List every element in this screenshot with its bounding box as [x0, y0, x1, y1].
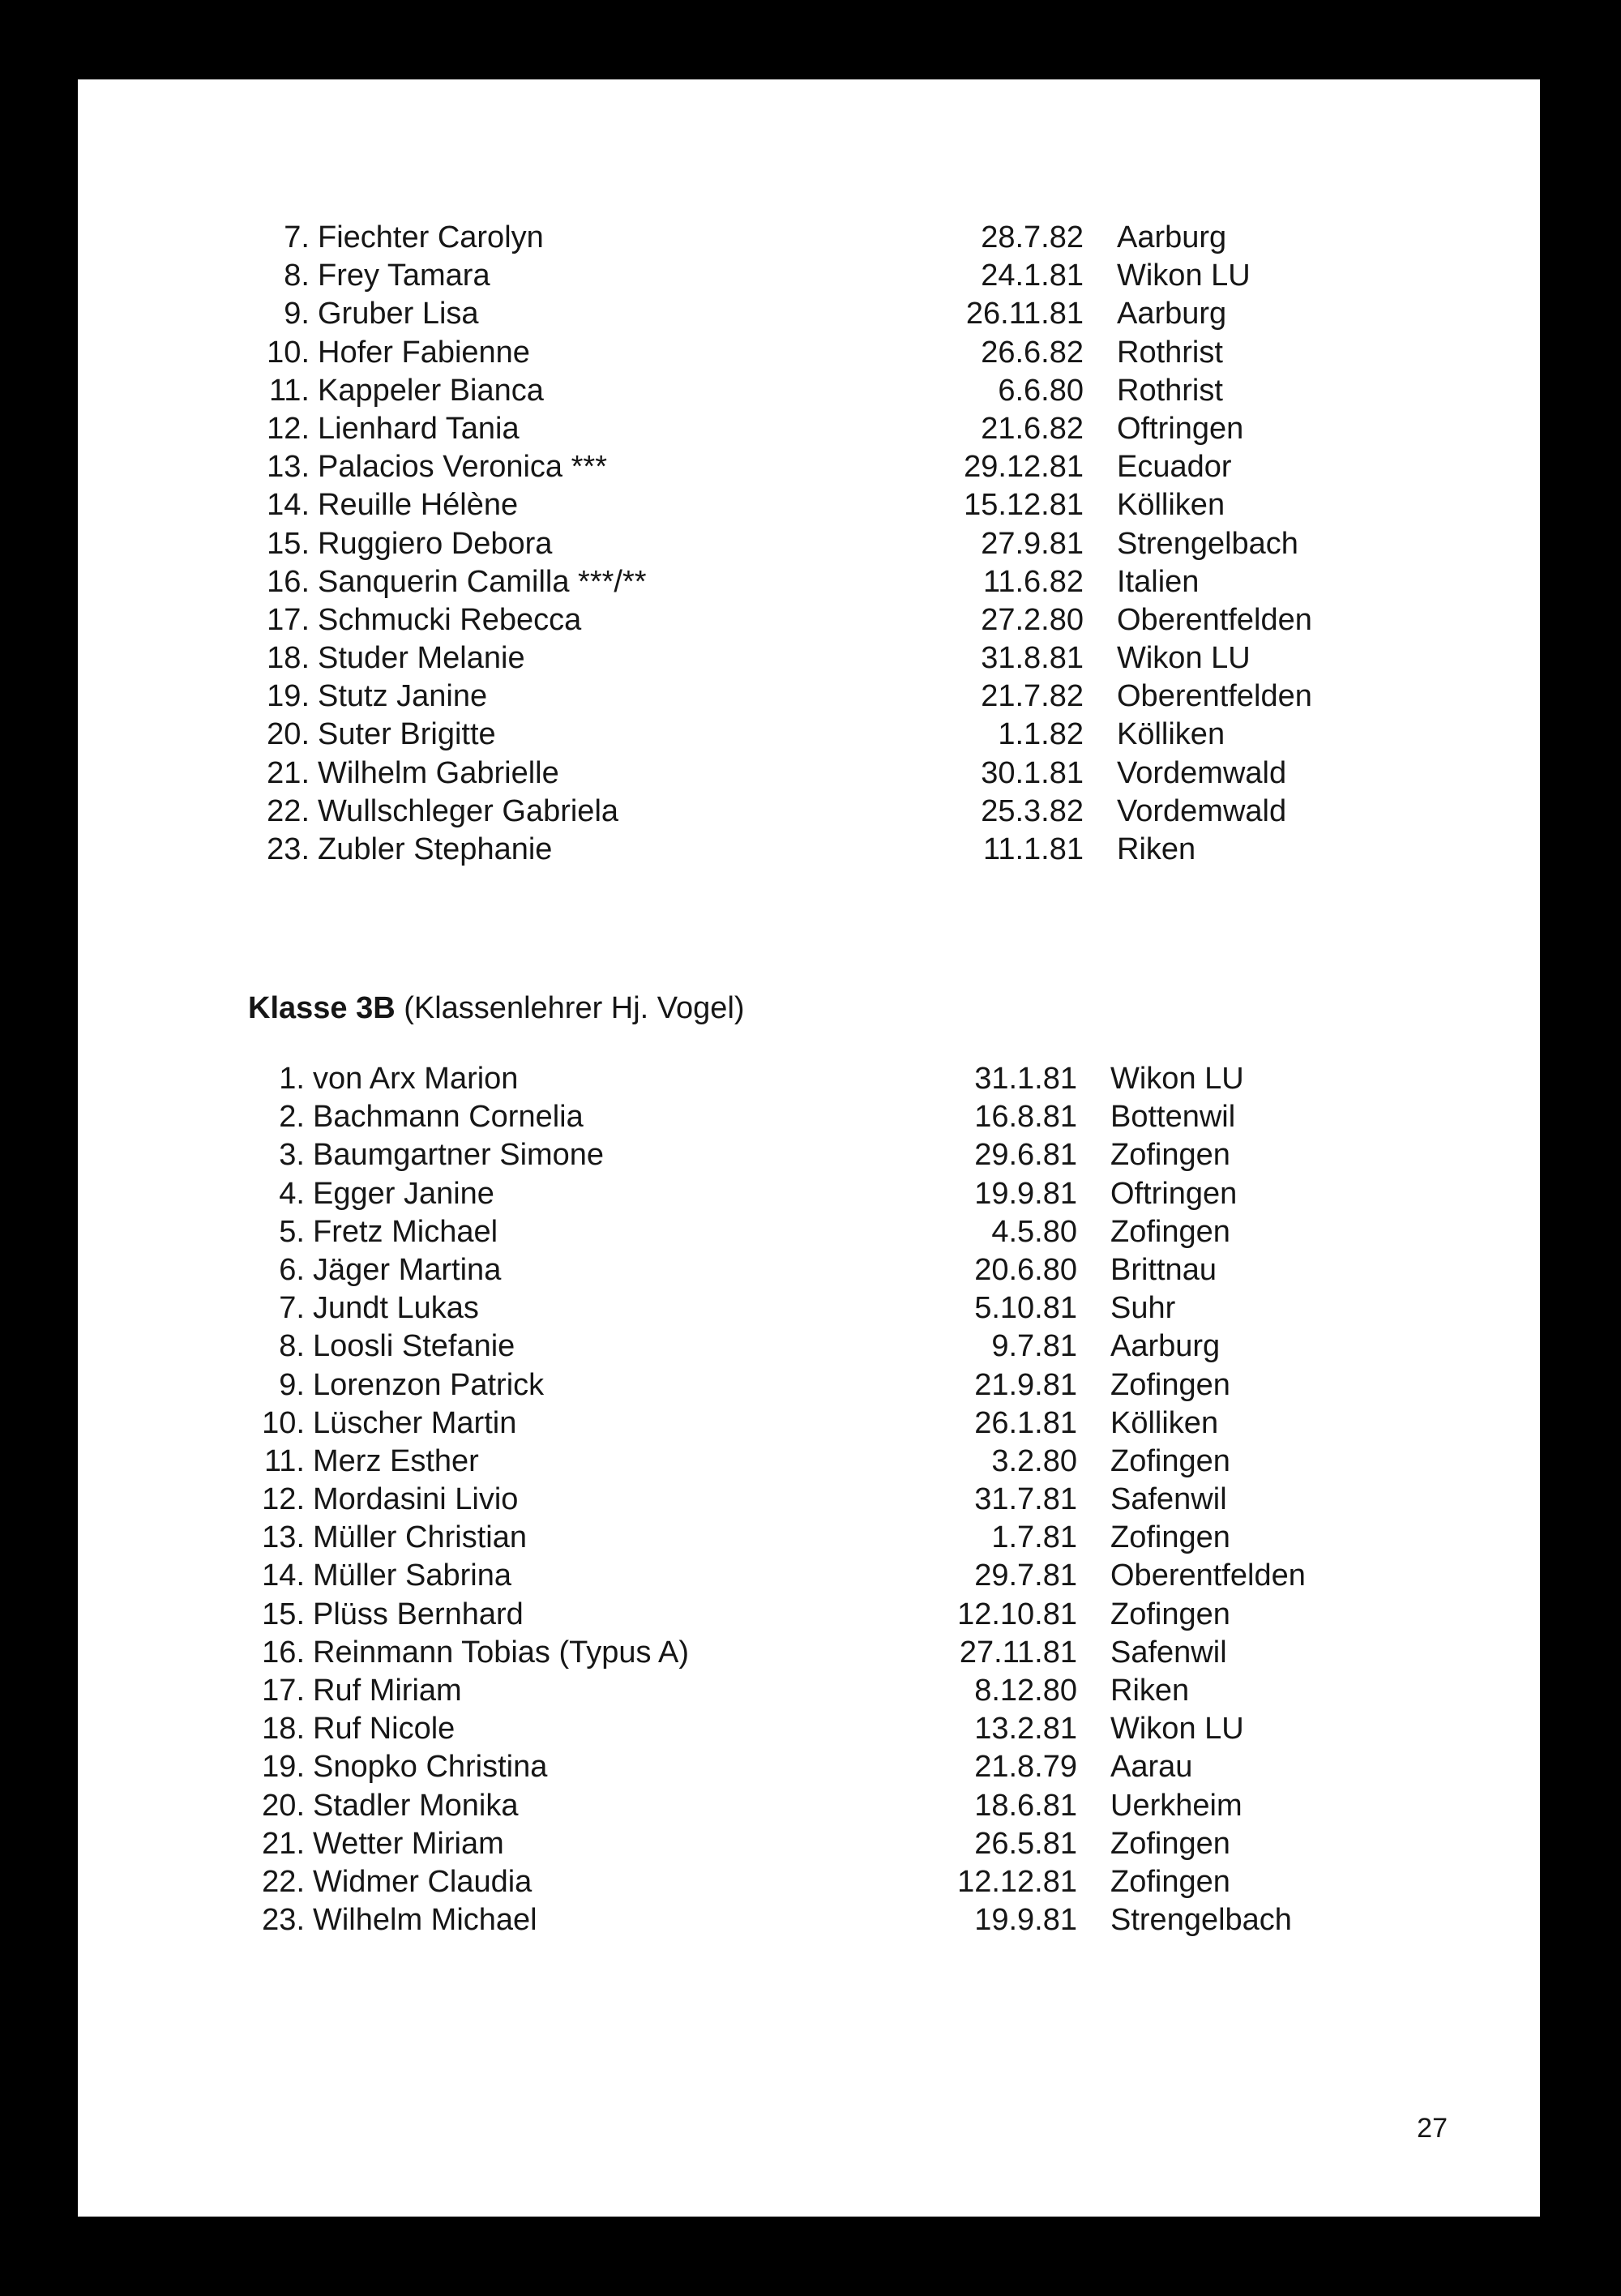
student-name: Ruggiero Debora — [318, 526, 553, 561]
row-number: 15. — [267, 526, 310, 561]
list-item — [78, 1060, 1540, 1098]
list-item — [78, 410, 1540, 448]
birth-date: 11.1.81 — [983, 832, 1084, 866]
birth-date: 21.9.81 — [974, 1367, 1077, 1402]
birth-date: 3.2.80 — [991, 1443, 1077, 1478]
home-town: Bottenwil — [1110, 1100, 1236, 1135]
birth-date: 13.2.81 — [974, 1712, 1077, 1747]
row-number: 14. — [262, 1558, 305, 1593]
list-item — [78, 219, 1540, 257]
student-name: Studer Melanie — [318, 641, 525, 676]
birth-date: 6.6.80 — [998, 373, 1084, 408]
home-town: Riken — [1110, 1674, 1190, 1708]
student-name: Ruf Nicole — [313, 1712, 456, 1747]
row-number: 16. — [262, 1635, 305, 1670]
student-name: Wilhelm Gabrielle — [318, 755, 559, 790]
home-town: Zofingen — [1110, 1826, 1230, 1861]
birth-date: 21.6.82 — [981, 411, 1084, 446]
list-item — [78, 486, 1540, 524]
list-item — [78, 1175, 1540, 1213]
class-title: Klasse 3B — [248, 991, 396, 1025]
row-number: 11. — [268, 373, 310, 408]
list-item — [78, 334, 1540, 372]
home-town: Wikon LU — [1110, 1712, 1244, 1747]
student-name: Mordasini Livio — [313, 1482, 519, 1517]
birth-date: 27.11.81 — [959, 1635, 1077, 1670]
list-item — [78, 1328, 1540, 1366]
row-number: 7. — [284, 220, 310, 254]
list-item — [78, 793, 1540, 831]
birth-date: 8.12.80 — [974, 1674, 1077, 1708]
student-name: Gruber Lisa — [318, 297, 479, 331]
list-item — [78, 1825, 1540, 1863]
home-town: Vordemwald — [1117, 793, 1287, 828]
row-number: 13. — [267, 450, 310, 485]
birth-date: 27.2.80 — [981, 602, 1084, 637]
home-town: Aarburg — [1110, 1329, 1221, 1364]
row-number: 3. — [279, 1138, 305, 1173]
row-number: 17. — [267, 602, 310, 637]
list-item — [78, 1672, 1540, 1710]
home-town: Safenwil — [1110, 1482, 1227, 1517]
birth-date: 26.6.82 — [981, 335, 1084, 370]
row-number: 23. — [267, 832, 310, 866]
home-town: Zofingen — [1110, 1597, 1230, 1631]
row-number: 4. — [279, 1176, 305, 1211]
student-name: Loosli Stefanie — [313, 1329, 515, 1364]
home-town: Ecuador — [1117, 450, 1232, 485]
home-town: Rothrist — [1117, 335, 1223, 370]
row-number: 15. — [262, 1597, 305, 1631]
birth-date: 25.3.82 — [981, 793, 1084, 828]
birth-date: 27.9.81 — [981, 526, 1084, 561]
row-number: 10. — [262, 1405, 305, 1440]
document-page — [78, 79, 1540, 2217]
list-item — [78, 1405, 1540, 1443]
list-item — [78, 257, 1540, 295]
row-number: 20. — [262, 1788, 305, 1823]
list-item — [78, 1251, 1540, 1289]
list-item — [78, 1634, 1540, 1672]
list-item — [78, 1596, 1540, 1634]
student-name: Merz Esther — [313, 1443, 479, 1478]
home-town: Zofingen — [1110, 1443, 1230, 1478]
list-item — [78, 716, 1540, 754]
class-heading — [248, 990, 745, 1028]
list-item — [78, 1366, 1540, 1405]
birth-date: 21.7.82 — [981, 679, 1084, 714]
home-town: Vordemwald — [1117, 755, 1287, 790]
home-town: Suhr — [1110, 1291, 1176, 1326]
birth-date: 9.7.81 — [991, 1329, 1077, 1364]
home-town: Uerkheim — [1110, 1788, 1242, 1823]
birth-date: 21.8.79 — [974, 1750, 1077, 1785]
birth-date: 19.9.81 — [974, 1903, 1077, 1938]
row-number: 22. — [262, 1864, 305, 1899]
birth-date: 31.1.81 — [974, 1062, 1077, 1096]
list-item — [78, 448, 1540, 486]
birth-date: 12.10.81 — [957, 1597, 1077, 1631]
list-item — [78, 1787, 1540, 1825]
student-name: Stadler Monika — [313, 1788, 519, 1823]
list-item — [78, 678, 1540, 716]
row-number: 2. — [279, 1100, 305, 1135]
list-item — [78, 1136, 1540, 1174]
home-town: Oberentfelden — [1110, 1558, 1306, 1593]
list-item — [78, 831, 1540, 869]
list-item — [78, 1213, 1540, 1251]
row-number: 21. — [267, 755, 310, 790]
list-item — [78, 1443, 1540, 1481]
list-item — [78, 601, 1540, 639]
student-name: Egger Janine — [313, 1176, 494, 1211]
row-number: 20. — [267, 717, 310, 752]
row-number: 10. — [267, 335, 310, 370]
home-town: Italien — [1117, 564, 1200, 599]
home-town: Oftringen — [1110, 1176, 1238, 1211]
birth-date: 12.12.81 — [957, 1864, 1077, 1899]
home-town: Kölliken — [1117, 488, 1225, 523]
home-town: Brittnau — [1110, 1252, 1217, 1287]
list-item — [78, 372, 1540, 410]
home-town: Kölliken — [1110, 1405, 1219, 1440]
row-number: 17. — [262, 1674, 305, 1708]
home-town: Wikon LU — [1110, 1062, 1244, 1096]
row-number: 22. — [267, 793, 310, 828]
student-list-top — [78, 219, 1540, 869]
birth-date: 26.11.81 — [965, 297, 1084, 331]
row-number: 19. — [267, 679, 310, 714]
page-number: 27 — [1417, 2113, 1448, 2144]
list-item — [78, 1481, 1540, 1519]
row-number: 8. — [284, 259, 310, 293]
list-item — [78, 1863, 1540, 1901]
row-number: 14. — [267, 488, 310, 523]
row-number: 9. — [279, 1367, 305, 1402]
home-town: Zofingen — [1110, 1138, 1230, 1173]
birth-date: 29.7.81 — [974, 1558, 1077, 1593]
home-town: Aarburg — [1117, 220, 1227, 254]
home-town: Zofingen — [1110, 1864, 1230, 1899]
home-town: Strengelbach — [1110, 1903, 1292, 1938]
home-town: Zofingen — [1110, 1214, 1230, 1249]
birth-date: 1.1.82 — [998, 717, 1084, 752]
row-number: 11. — [263, 1443, 305, 1478]
birth-date: 31.7.81 — [974, 1482, 1077, 1517]
student-name: Fretz Michael — [313, 1214, 498, 1249]
home-town: Zofingen — [1110, 1520, 1230, 1555]
student-name: Suter Brigitte — [318, 717, 496, 752]
row-number: 1. — [279, 1062, 305, 1096]
birth-date: 29.6.81 — [974, 1138, 1077, 1173]
student-list-3b — [78, 1060, 1540, 1939]
home-town: Rothrist — [1117, 373, 1223, 408]
row-number: 9. — [284, 297, 310, 331]
student-name: Kappeler Bianca — [318, 373, 544, 408]
home-town: Zofingen — [1110, 1367, 1230, 1402]
list-item — [78, 563, 1540, 601]
home-town: Wikon LU — [1117, 641, 1251, 676]
home-town: Safenwil — [1110, 1635, 1227, 1670]
student-name: Sanquerin Camilla ***/** — [318, 564, 647, 599]
home-town: Aarau — [1110, 1750, 1193, 1785]
birth-date: 18.6.81 — [974, 1788, 1077, 1823]
row-number: 16. — [267, 564, 310, 599]
birth-date: 26.5.81 — [974, 1826, 1077, 1861]
list-item — [78, 1748, 1540, 1786]
student-name: Wullschleger Gabriela — [318, 793, 619, 828]
student-name: Schmucki Rebecca — [318, 602, 582, 637]
list-item — [78, 1710, 1540, 1748]
row-number: 12. — [267, 411, 310, 446]
home-town: Wikon LU — [1117, 259, 1251, 293]
student-name: Fiechter Carolyn — [318, 220, 544, 254]
birth-date: 20.6.80 — [974, 1252, 1077, 1287]
list-item — [78, 295, 1540, 333]
row-number: 21. — [262, 1826, 305, 1861]
row-number: 12. — [262, 1482, 305, 1517]
list-item — [78, 1557, 1540, 1595]
student-name: Hofer Fabienne — [318, 335, 530, 370]
student-name: Lüscher Martin — [313, 1405, 517, 1440]
student-name: Palacios Veronica *** — [318, 450, 607, 485]
birth-date: 16.8.81 — [974, 1100, 1077, 1135]
home-town: Aarburg — [1117, 297, 1227, 331]
row-number: 18. — [262, 1712, 305, 1747]
row-number: 19. — [262, 1750, 305, 1785]
list-item — [78, 1098, 1540, 1136]
student-name: Zubler Stephanie — [318, 832, 553, 866]
student-name: Müller Sabrina — [313, 1558, 511, 1593]
home-town: Oftringen — [1117, 411, 1244, 446]
student-name: von Arx Marion — [313, 1062, 519, 1096]
student-name: Plüss Bernhard — [313, 1597, 524, 1631]
student-name: Lorenzon Patrick — [313, 1367, 545, 1402]
list-item — [78, 755, 1540, 793]
student-name: Wetter Miriam — [313, 1826, 504, 1861]
list-item — [78, 1519, 1540, 1557]
student-name: Müller Christian — [313, 1520, 527, 1555]
birth-date: 28.7.82 — [981, 220, 1084, 254]
list-item — [78, 1901, 1540, 1939]
row-number: 13. — [262, 1520, 305, 1555]
row-number: 8. — [279, 1329, 305, 1364]
student-name: Snopko Christina — [313, 1750, 548, 1785]
student-name: Jäger Martina — [313, 1252, 502, 1287]
student-name: Reinmann Tobias (Typus A) — [313, 1635, 689, 1670]
birth-date: 5.10.81 — [974, 1291, 1077, 1326]
student-name: Jundt Lukas — [313, 1291, 479, 1326]
row-number: 6. — [279, 1252, 305, 1287]
row-number: 23. — [262, 1903, 305, 1938]
student-name: Wilhelm Michael — [313, 1903, 537, 1938]
list-item — [78, 1289, 1540, 1328]
birth-date: 26.1.81 — [974, 1405, 1077, 1440]
student-name: Reuille Hélène — [318, 488, 519, 523]
birth-date: 24.1.81 — [981, 259, 1084, 293]
birth-date: 1.7.81 — [991, 1520, 1077, 1555]
home-town: Oberentfelden — [1117, 602, 1312, 637]
student-name: Frey Tamara — [318, 259, 490, 293]
birth-date: 31.8.81 — [981, 641, 1084, 676]
student-name: Lienhard Tania — [318, 411, 520, 446]
birth-date: 30.1.81 — [981, 755, 1084, 790]
list-item — [78, 639, 1540, 678]
home-town: Kölliken — [1117, 717, 1225, 752]
home-town: Strengelbach — [1117, 526, 1298, 561]
birth-date: 19.9.81 — [974, 1176, 1077, 1211]
home-town: Oberentfelden — [1117, 679, 1312, 714]
birth-date: 15.12.81 — [964, 488, 1084, 523]
row-number: 5. — [279, 1214, 305, 1249]
row-number: 7. — [279, 1291, 305, 1326]
student-name: Widmer Claudia — [313, 1864, 532, 1899]
student-name: Bachmann Cornelia — [313, 1100, 584, 1135]
student-name: Ruf Miriam — [313, 1674, 462, 1708]
list-item — [78, 525, 1540, 563]
birth-date: 29.12.81 — [964, 450, 1084, 485]
birth-date: 4.5.80 — [991, 1214, 1077, 1249]
student-name: Baumgartner Simone — [313, 1138, 605, 1173]
class-teacher: (Klassenlehrer Hj. Vogel) — [404, 991, 745, 1025]
student-name: Stutz Janine — [318, 679, 488, 714]
home-town: Riken — [1117, 832, 1196, 866]
birth-date: 11.6.82 — [983, 564, 1084, 599]
row-number: 18. — [267, 641, 310, 676]
